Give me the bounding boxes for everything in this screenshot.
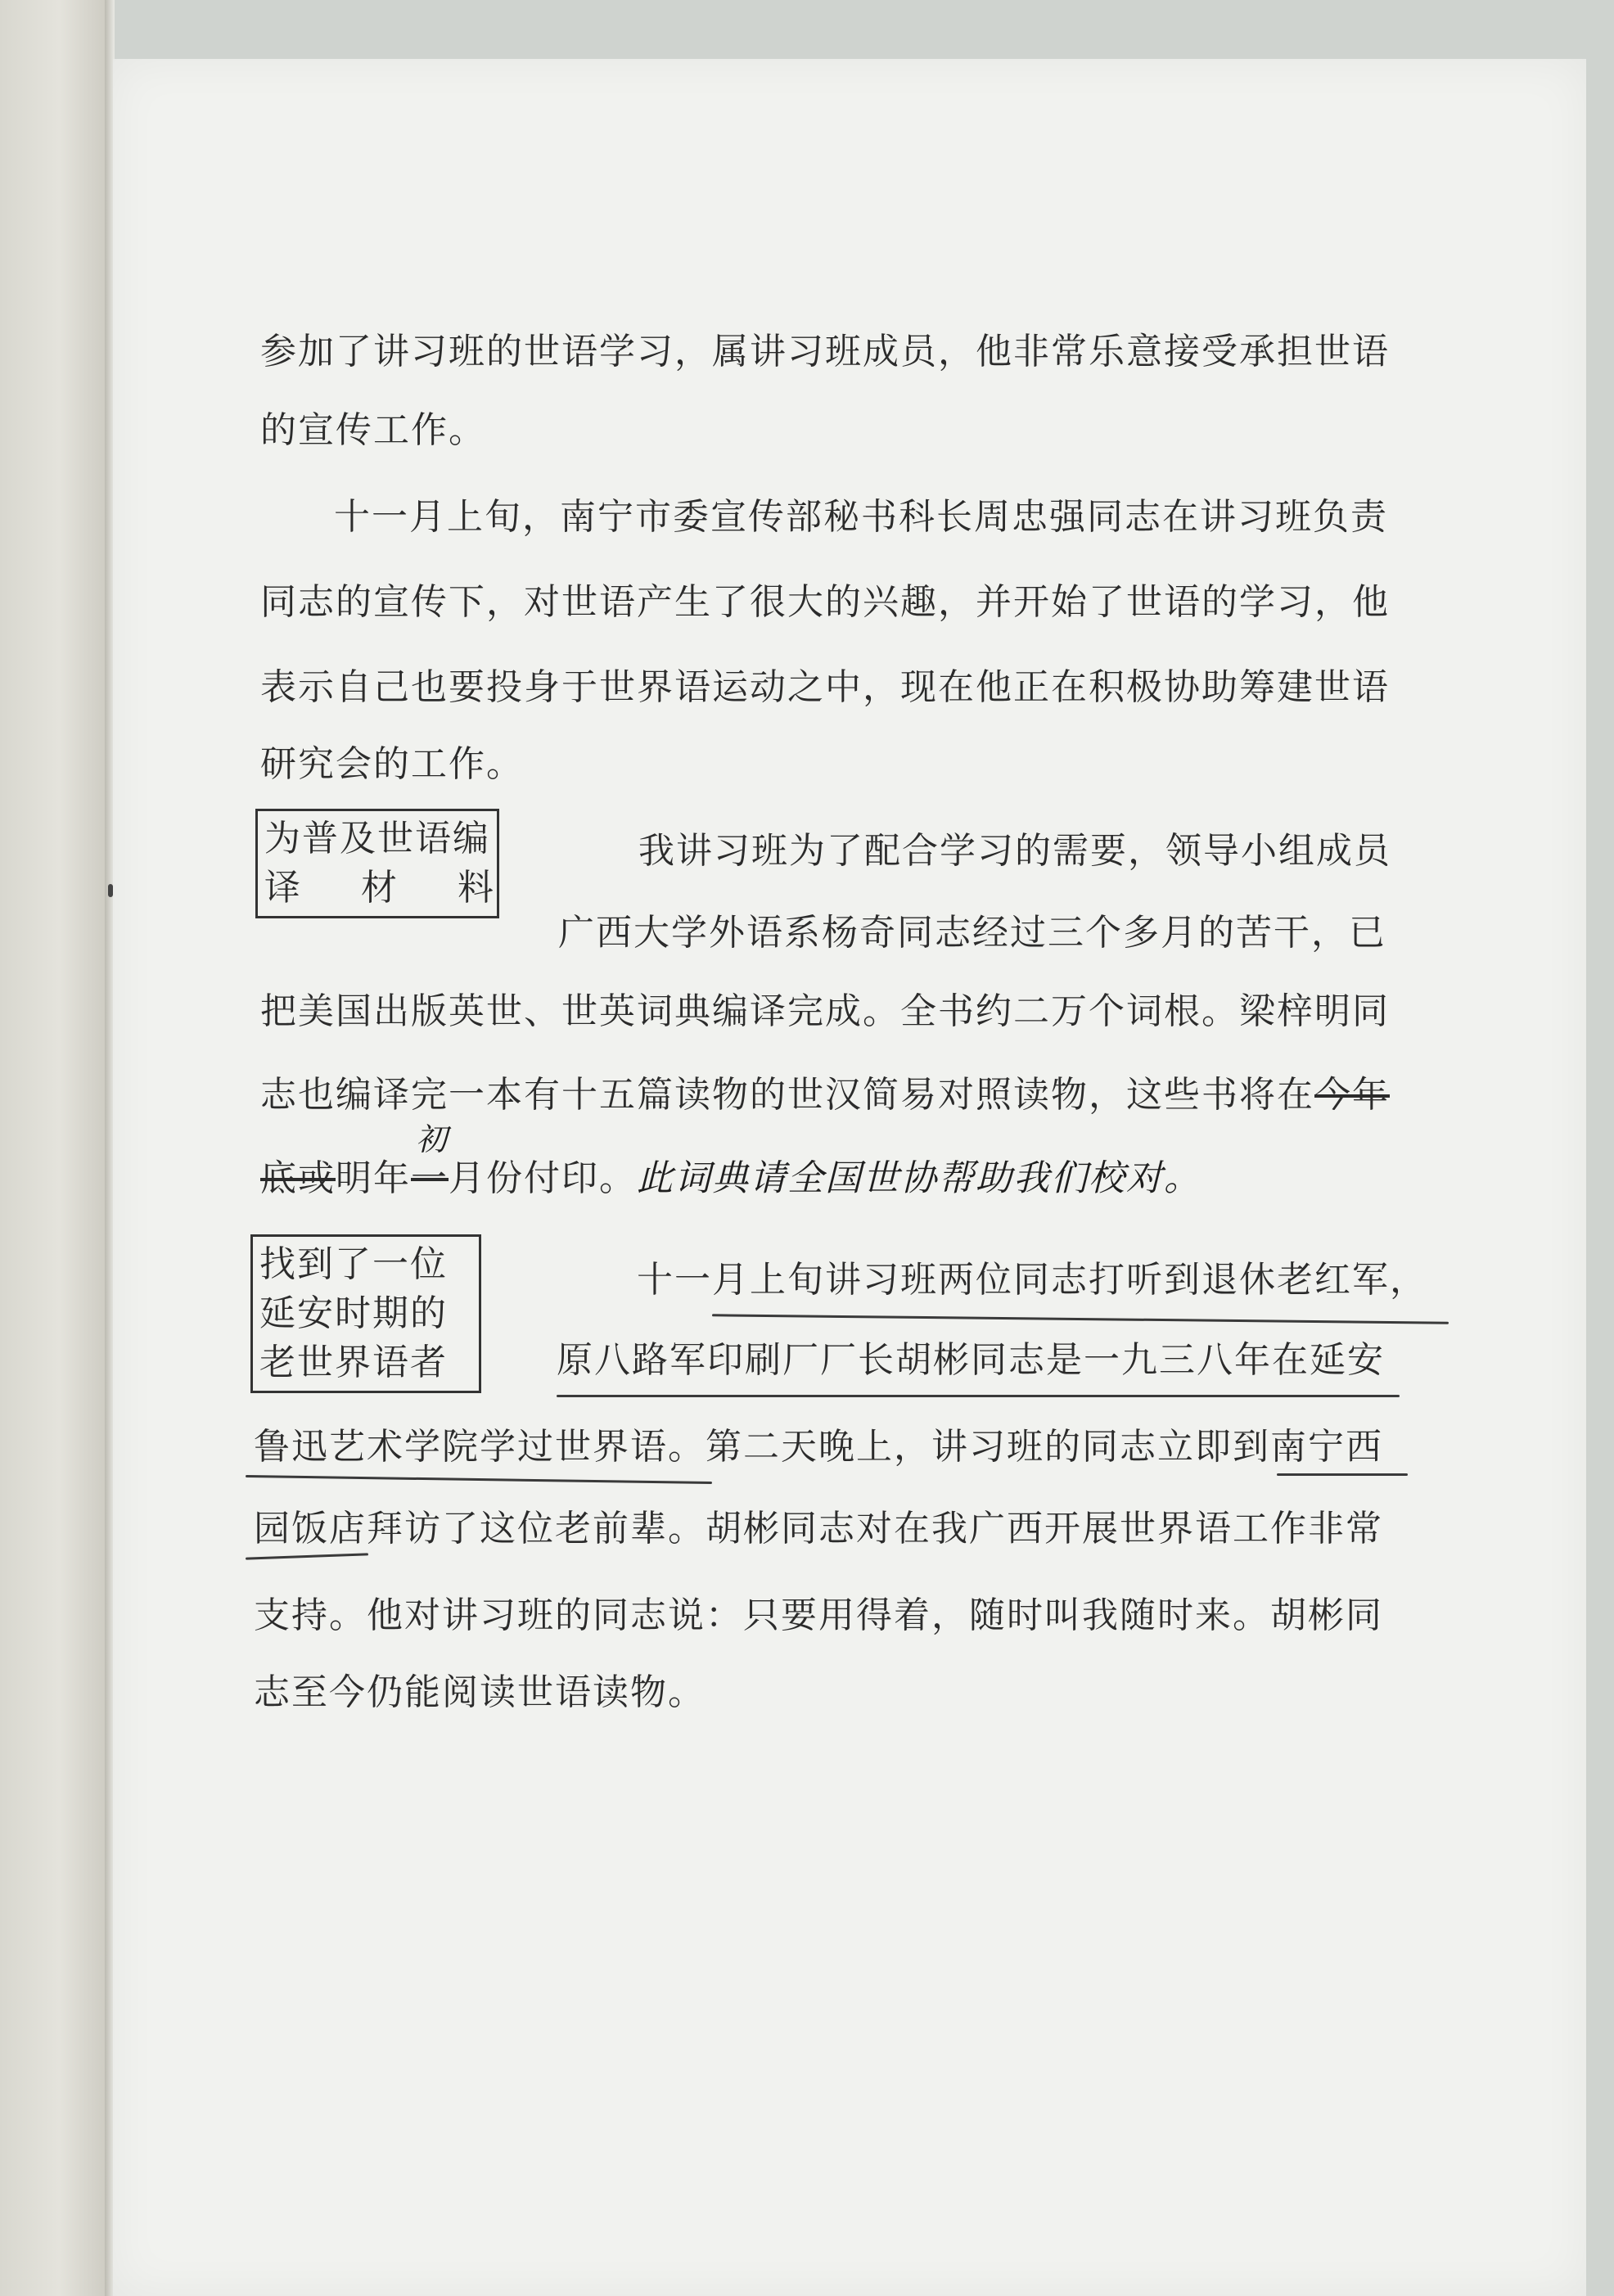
s1-line-5-text-a: 明年 bbox=[336, 1157, 411, 1199]
side-heading-box-translation bbox=[255, 809, 518, 918]
handwritten-note: 此词典请全国世协帮助我们校对。 bbox=[637, 1157, 1201, 1199]
side-heading-box-veteran bbox=[250, 1234, 481, 1393]
p1-line-2: 的宣传工作。 bbox=[260, 409, 486, 451]
s1-line-4-struck: 今年 bbox=[1314, 1074, 1390, 1116]
p1-line-1: 参加了讲习班的世语学习，属讲习班成员，他非常乐意接受承担世语 bbox=[260, 331, 1390, 372]
s2-line-3: 鲁迅艺术学院学过世界语。第二天晚上，讲习班的同志立即到南宁西 bbox=[254, 1426, 1383, 1468]
s1-line-1: 我讲习班为了配合学习的需要，领导小组成员 bbox=[638, 830, 1391, 872]
s2-line-5: 支持。他对讲习班的同志说：只要用得着，随时叫我随时来。胡彬同 bbox=[254, 1595, 1383, 1636]
s1-line-4 bbox=[260, 1071, 1390, 1120]
side-heading-line-1: 为普及世语编 bbox=[264, 818, 490, 859]
p2-line-1: 十一月上旬，南宁市委宣传部秘书科长周忠强同志在讲习班负责 bbox=[334, 496, 1388, 538]
s1-line-4-text: 志也编译完一本有十五篇读物的世汉简易对照读物，这些书将在 bbox=[260, 1074, 1314, 1116]
s1-line-5-struck-2: 一 bbox=[411, 1157, 449, 1199]
pen-underline-4 bbox=[1277, 1473, 1408, 1476]
side-heading-line-2: 延安时期的 bbox=[259, 1292, 448, 1334]
pen-underline-2 bbox=[557, 1395, 1400, 1397]
p2-line-2: 同志的宣传下，对世语产生了很大的兴趣，并开始了世语的学习，他 bbox=[260, 581, 1390, 623]
s2-line-2: 原八路军印刷厂厂长胡彬同志是一九三八年在延安 bbox=[557, 1339, 1385, 1381]
s2-line-1: 十一月上旬讲习班两位同志打听到退休老红军， bbox=[637, 1259, 1427, 1301]
s1-line-3: 把美国出版英世、世英词典编译完成。全书约二万个词根。梁梓明同 bbox=[260, 990, 1390, 1032]
s1-line-5-struck: 底或 bbox=[260, 1157, 336, 1199]
s1-line-5-text-b: 月份付印。 bbox=[449, 1157, 637, 1199]
p2-line-3: 表示自己也要投身于世界语运动之中，现在他正在积极协助筹建世语 bbox=[260, 666, 1390, 708]
side-heading-line-2: 译 材 料 bbox=[264, 867, 518, 909]
handwritten-insert-chu: 初 bbox=[416, 1121, 449, 1157]
side-heading-line-1: 找到了一位 bbox=[259, 1243, 448, 1285]
s1-line-2: 广西大学外语系杨奇同志经过三个多月的苦干，已 bbox=[558, 912, 1386, 954]
side-heading-line-3: 老世界语者 bbox=[259, 1342, 448, 1383]
s2-line-6: 志至今仍能阅读世语读物。 bbox=[254, 1671, 706, 1713]
facing-page-edge bbox=[0, 0, 108, 2296]
s2-line-4: 园饭店拜访了这位老前辈。胡彬同志对在我广西开展世界语工作非常 bbox=[254, 1508, 1383, 1549]
p2-line-4: 研究会的工作。 bbox=[260, 743, 524, 785]
s1-line-5 bbox=[260, 1154, 1201, 1203]
